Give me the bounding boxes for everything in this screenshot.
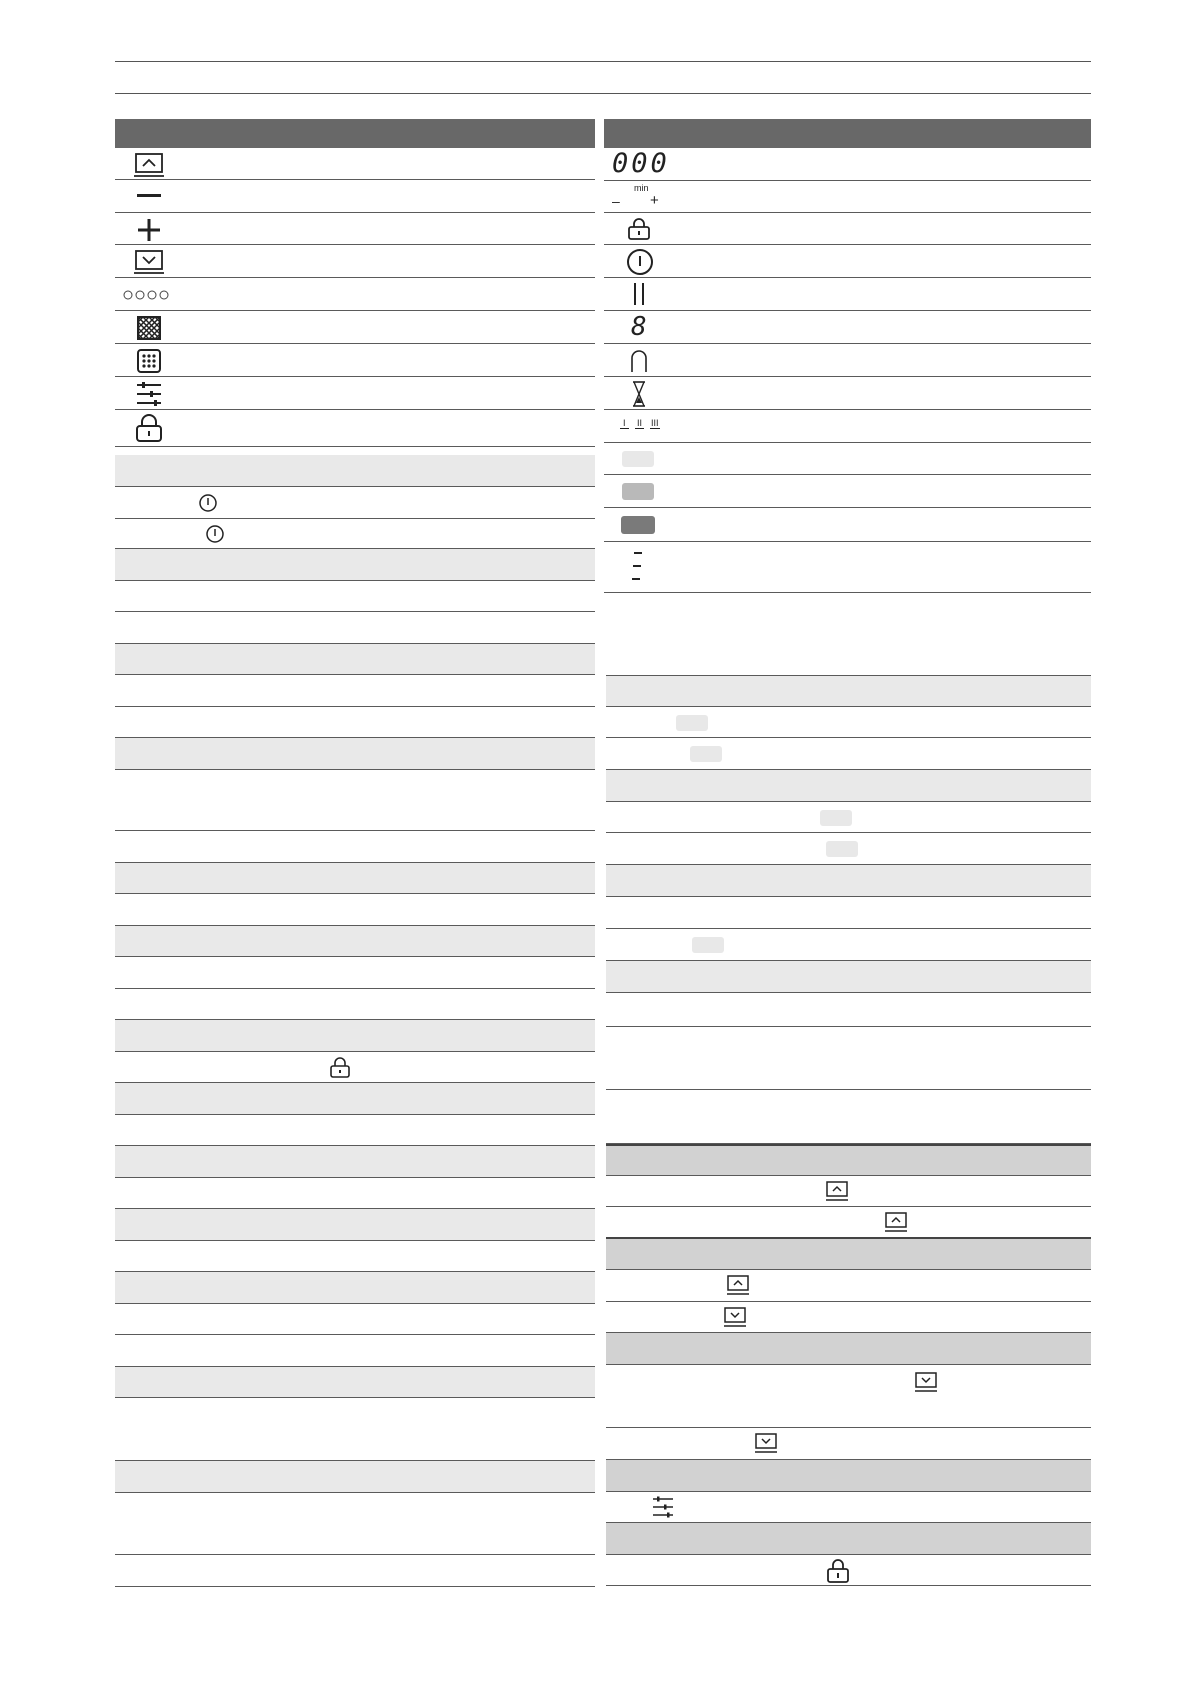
table-row xyxy=(115,581,595,612)
oven-up-icon xyxy=(825,1180,849,1202)
table-row xyxy=(115,519,595,549)
table-row xyxy=(604,410,1091,443)
table-row xyxy=(115,487,595,519)
table-row xyxy=(115,675,595,707)
table-row xyxy=(115,644,595,675)
table-row xyxy=(115,180,595,213)
table-row xyxy=(606,929,1091,961)
table-row xyxy=(606,865,1091,897)
table-row xyxy=(115,738,595,770)
hourglass-icon xyxy=(631,381,647,407)
power-icon xyxy=(205,524,225,544)
plus-label: + xyxy=(650,192,659,209)
table-row xyxy=(115,410,595,447)
grid-cross-icon xyxy=(137,316,161,340)
table-row xyxy=(115,894,595,926)
table-row xyxy=(606,1428,1091,1460)
level-two-label: II xyxy=(637,418,643,428)
table-row xyxy=(115,377,595,410)
digit-8-icon: 8 xyxy=(631,312,647,342)
level-one-label: I xyxy=(620,418,629,429)
settings-sliders-icon xyxy=(652,1496,674,1518)
table-row xyxy=(115,1083,595,1115)
power-icon xyxy=(626,248,654,276)
lock-icon xyxy=(329,1057,351,1079)
oven-down-icon xyxy=(754,1432,778,1454)
oven-up-icon xyxy=(884,1211,908,1233)
table-row xyxy=(115,1304,595,1335)
table-row xyxy=(604,542,1091,593)
table-row xyxy=(604,181,1091,213)
table-row xyxy=(115,831,595,863)
vertical-dashes-icon xyxy=(630,552,646,582)
table-row xyxy=(606,1492,1091,1523)
table-row xyxy=(604,475,1091,508)
second-rule xyxy=(115,93,1091,94)
light-bar-icon xyxy=(676,715,708,731)
table-row xyxy=(115,1115,595,1146)
lock-icon xyxy=(627,217,651,241)
power-icon xyxy=(198,493,218,513)
table-row xyxy=(115,311,595,344)
dark-bar-icon xyxy=(621,516,655,534)
table-row xyxy=(115,1367,595,1398)
table-row xyxy=(606,1239,1091,1270)
minus-icon xyxy=(137,193,161,199)
min-label: min xyxy=(634,183,649,193)
right-table-header xyxy=(604,119,1091,148)
light-bar-icon xyxy=(622,451,654,467)
light-bar-icon xyxy=(690,746,722,762)
table-row xyxy=(115,1272,595,1304)
table-row xyxy=(115,148,595,180)
table-row xyxy=(115,1241,595,1272)
oven-up-icon xyxy=(726,1274,750,1296)
table-row xyxy=(115,245,595,278)
minus-label: – xyxy=(612,193,620,209)
table-row xyxy=(606,1144,1091,1176)
table-row xyxy=(115,455,595,487)
table-row xyxy=(115,278,595,311)
table-row xyxy=(606,675,1091,707)
table-row xyxy=(115,1461,595,1493)
medium-bar-icon xyxy=(622,483,654,500)
table-row xyxy=(606,833,1091,865)
table-row xyxy=(606,1365,1091,1428)
table-row xyxy=(115,1020,595,1052)
table-row xyxy=(606,802,1091,833)
oven-down-icon xyxy=(133,249,165,275)
table-row xyxy=(604,443,1091,475)
table-row xyxy=(606,738,1091,770)
light-bar-icon xyxy=(820,810,852,826)
pause-icon xyxy=(632,283,646,305)
heat-levels-icon xyxy=(617,418,667,434)
table-row xyxy=(606,707,1091,738)
arch-icon xyxy=(630,349,648,373)
table-row xyxy=(604,508,1091,542)
table-row xyxy=(606,1090,1091,1144)
table-row xyxy=(115,770,595,831)
left-table-header xyxy=(115,119,595,148)
table-row xyxy=(115,344,595,377)
top-rule xyxy=(115,61,1091,62)
table-row xyxy=(115,926,595,957)
oven-down-icon xyxy=(723,1306,747,1328)
table-row xyxy=(604,245,1091,278)
table-row xyxy=(606,1333,1091,1365)
table-row xyxy=(606,1302,1091,1333)
table-row xyxy=(606,1555,1091,1586)
digital-display-icon: 000 xyxy=(612,148,670,179)
table-row xyxy=(606,770,1091,802)
table-row xyxy=(115,1052,595,1083)
lock-icon xyxy=(826,1558,850,1584)
table-row xyxy=(604,377,1091,410)
table-row xyxy=(115,1493,595,1555)
table-row xyxy=(606,1207,1091,1239)
light-bar-icon xyxy=(826,841,858,857)
min-adjust-icon xyxy=(612,183,662,211)
table-row xyxy=(604,344,1091,377)
table-row xyxy=(115,863,595,894)
oven-down-icon xyxy=(914,1371,938,1393)
table-row xyxy=(115,707,595,738)
settings-sliders-icon xyxy=(136,381,162,407)
table-row xyxy=(606,1027,1091,1090)
table-row xyxy=(115,1178,595,1209)
table-row xyxy=(115,612,595,644)
table-row xyxy=(604,213,1091,245)
table-row xyxy=(115,1398,595,1461)
table-row xyxy=(606,1460,1091,1492)
table-row xyxy=(604,148,1091,181)
table-row xyxy=(606,1523,1091,1555)
lock-icon xyxy=(135,413,163,443)
oven-up-icon xyxy=(133,152,165,178)
table-row xyxy=(606,961,1091,993)
level-three-label: III xyxy=(651,418,659,428)
table-row xyxy=(606,993,1091,1027)
table-row xyxy=(115,213,595,245)
table-row xyxy=(115,1555,595,1587)
table-row xyxy=(115,1209,595,1241)
table-row xyxy=(115,1335,595,1367)
table-row xyxy=(604,278,1091,311)
table-row xyxy=(604,311,1091,344)
indicator-dots-icon xyxy=(122,289,178,301)
table-row xyxy=(115,989,595,1020)
table-row xyxy=(115,1146,595,1178)
table-row xyxy=(606,1270,1091,1302)
plus-icon xyxy=(138,219,160,241)
grid-dots-icon xyxy=(137,349,161,373)
table-row xyxy=(115,549,595,581)
table-row xyxy=(115,957,595,989)
table-row xyxy=(606,1176,1091,1207)
table-row xyxy=(606,897,1091,929)
light-bar-icon xyxy=(692,937,724,953)
